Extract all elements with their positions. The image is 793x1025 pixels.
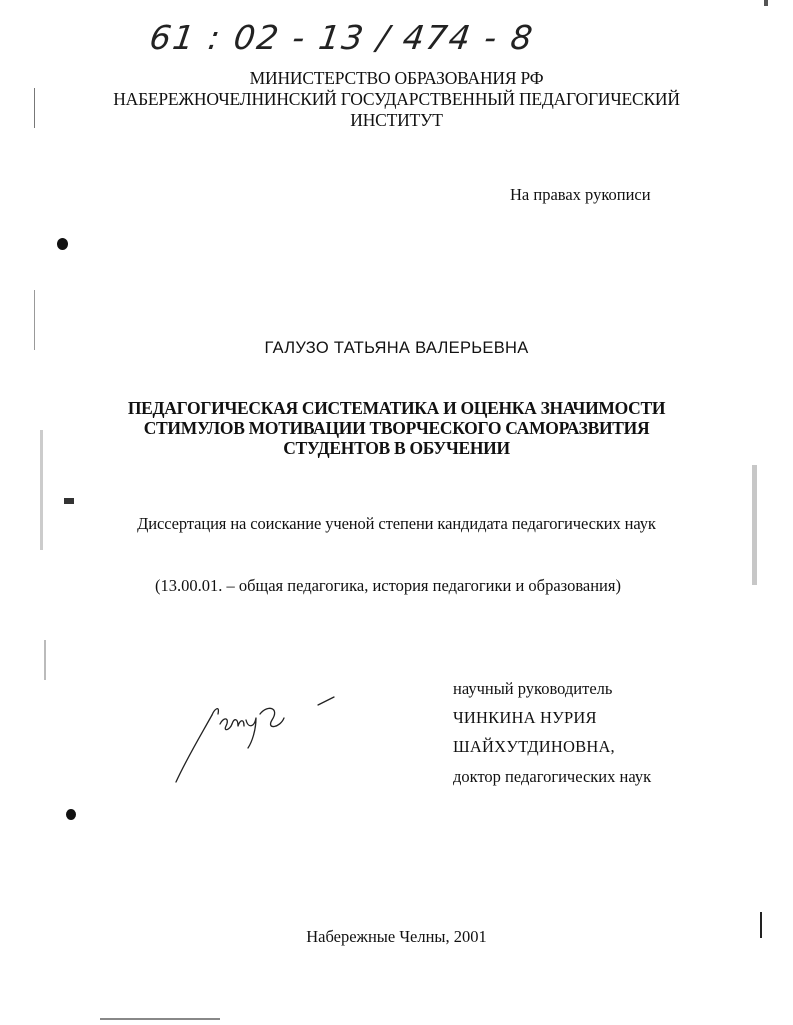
- supervisor-degree: доктор педагогических наук: [453, 767, 652, 786]
- scan-edge-noise: [40, 430, 43, 550]
- scan-edge-noise: [752, 465, 757, 585]
- degree-statement: Диссертация на соискание ученой степени кандидата педагогических наук: [137, 514, 656, 533]
- institute-name-line2: ИНСТИТУТ: [350, 110, 443, 130]
- title-line3: СТУДЕНТОВ В ОБУЧЕНИИ: [283, 438, 510, 458]
- supervisor-name-line1: ЧИНКИНА НУРИЯ: [453, 708, 597, 727]
- institution-header: [0, 68, 793, 131]
- archive-code: 61 : 02 - 13 / 474 - 8: [147, 18, 537, 57]
- scan-edge-noise: [44, 640, 46, 680]
- author-name: ГАЛУЗО ТАТЬЯНА ВАЛЕРЬЕВНА: [264, 339, 529, 357]
- manuscript-rights: На правах рукописи: [510, 185, 651, 204]
- scan-edge-line: [34, 88, 35, 128]
- scan-edge-noise: [64, 498, 74, 504]
- scan-edge-noise: [764, 0, 768, 6]
- scan-edge-line: [34, 290, 35, 350]
- scan-edge-line: [760, 912, 762, 938]
- supervisor-name-line2: ШАЙХУТДИНОВНА,: [453, 737, 615, 756]
- institute-name-line1: НАБЕРЕЖНОЧЕЛНИНСКИЙ ГОСУДАРСТВЕННЫЙ ПЕДАГОГИЧЕСКИЙ: [113, 89, 680, 109]
- signature-icon: [168, 690, 348, 790]
- city-year: Набережные Челны, 2001: [306, 927, 487, 946]
- dissertation-title: [0, 398, 793, 458]
- scan-dot-mark: [66, 809, 76, 820]
- title-line1: ПЕДАГОГИЧЕСКАЯ СИСТЕМАТИКА И ОЦЕНКА ЗНАЧИМОСТИ: [127, 398, 666, 418]
- supervisor-block: [453, 674, 651, 791]
- supervisor-role: научный руководитель: [453, 679, 613, 698]
- specialty-code: (13.00.01. – общая педагогика, история педагогики и образования): [155, 576, 621, 595]
- ministry-name: МИНИСТЕРСТВО ОБРАЗОВАНИЯ РФ: [249, 68, 544, 88]
- title-line2: СТИМУЛОВ МОТИВАЦИИ ТВОРЧЕСКОГО САМОРАЗВИТИЯ: [143, 418, 650, 438]
- scan-dot-mark: [57, 238, 68, 250]
- scan-bottom-line: [100, 1018, 220, 1020]
